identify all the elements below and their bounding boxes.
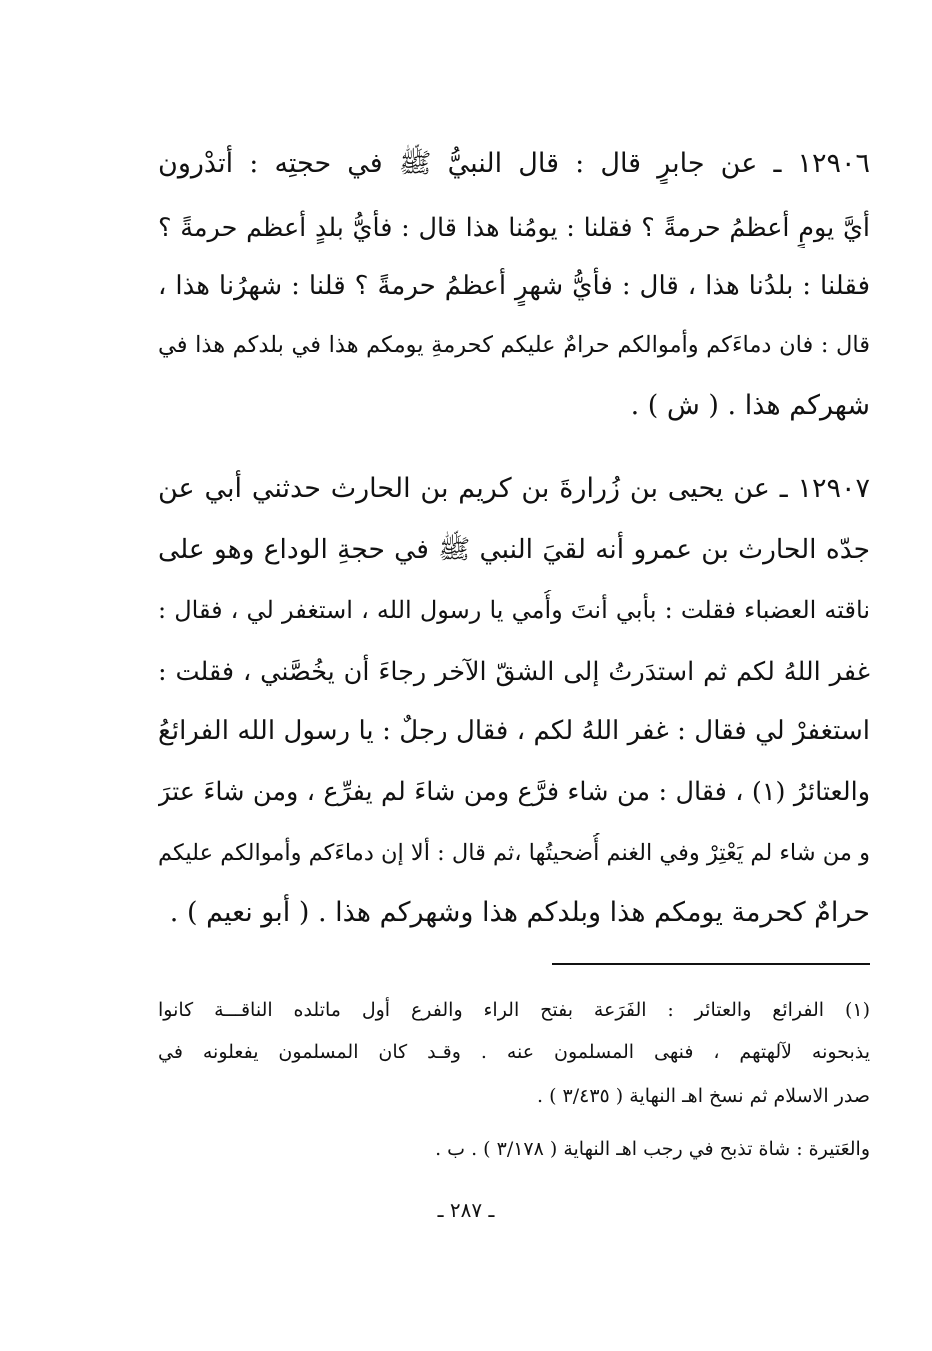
text-line: استغفرْ لي فقال : غفر اللهُ لكم ، فقال رجلٌ : يا رسول الله الفرائعُ xyxy=(158,716,870,746)
footnote-line: (١) الفرائع والعتائر : الفَرَعة بفتح الراء والفرع أول ماتلده الناقـــة كانوا xyxy=(158,999,870,1021)
text-line: قال : فان دماءَكم وأموالكم حرامٌ عليكم كحرمةِ يومكم هذا في بلدكم هذا في xyxy=(158,332,870,358)
text-line: غفر اللهُ لكم ثم استدَرتُ إلى الشقّ الآخر رجاءَ أن يخُصَّني ، فقلت : xyxy=(158,657,870,687)
page-number: ـ ٢٨٧ ـ xyxy=(437,1198,495,1222)
text-line: ١٢٩٠٦ ـ عن جابرٍ قال : قال النبيُّ ﷺ في حجتِه : أتدْرون xyxy=(158,148,870,179)
text-line: شهركم هذا . ( ش ) . xyxy=(630,390,870,421)
footnote-line: والعَتيرة : شاة تذبح في رجب اهـ النهاية ( ٣/١٧٨ ) . ب . xyxy=(435,1138,870,1160)
text-line: ناقته العضباء فقلت : بأبي أنتَ وأُمي يا رسول الله ، استغفر لي ، فقال : xyxy=(158,596,870,624)
text-line: ١٢٩٠٧ ـ عن يحيى بن زُرارةَ بن كريم بن الحارث حدثني أبي عن xyxy=(158,473,870,504)
text-line: حرامٌ كحرمة يومكم هذا وبلدكم هذا وشهركم هذا . ( أبو نعيم ) . xyxy=(169,897,870,928)
footnote-line: صدر الاسلام ثم نسخ اهـ النهاية ( ٣/٤٣٥ ) . xyxy=(537,1085,870,1107)
text-line: فقلنا : بلدُنا هذا ، قال : فأيُّ شهرٍ أعظمُ حرمةً ؟ قلنا : شهرُنا هذا ، xyxy=(158,271,870,301)
text-line: أيَّ يومٍ أعظمُ حرمةً ؟ فقلنا : يومُنا هذا قال : فأيُّ بلدٍ أعظم حرمةً ؟ xyxy=(158,213,870,243)
text-line: و من شاء لم يَعْتِرْ وفي الغنم أُضحيتُها ،ثم قال : ألا إن دماءَكم وأموالكم عليكم xyxy=(158,840,870,866)
footnote-line: يذبحونه لآلهتهم ، فنهى المسلمون عنه . وقـد كان المسلمون يفعلونه في xyxy=(158,1041,870,1063)
footnote-divider xyxy=(552,963,870,965)
text-line: جدّه الحارث بن عمرو أنه لقيَ النبي ﷺ في حجةِ الوداع وهو على xyxy=(158,534,870,565)
text-line: والعتائرُ (١) ، فقال : من شاء فرَّع ومن شاءَ لم يفرِّع ، ومن شاءَ عترَ xyxy=(158,777,870,807)
